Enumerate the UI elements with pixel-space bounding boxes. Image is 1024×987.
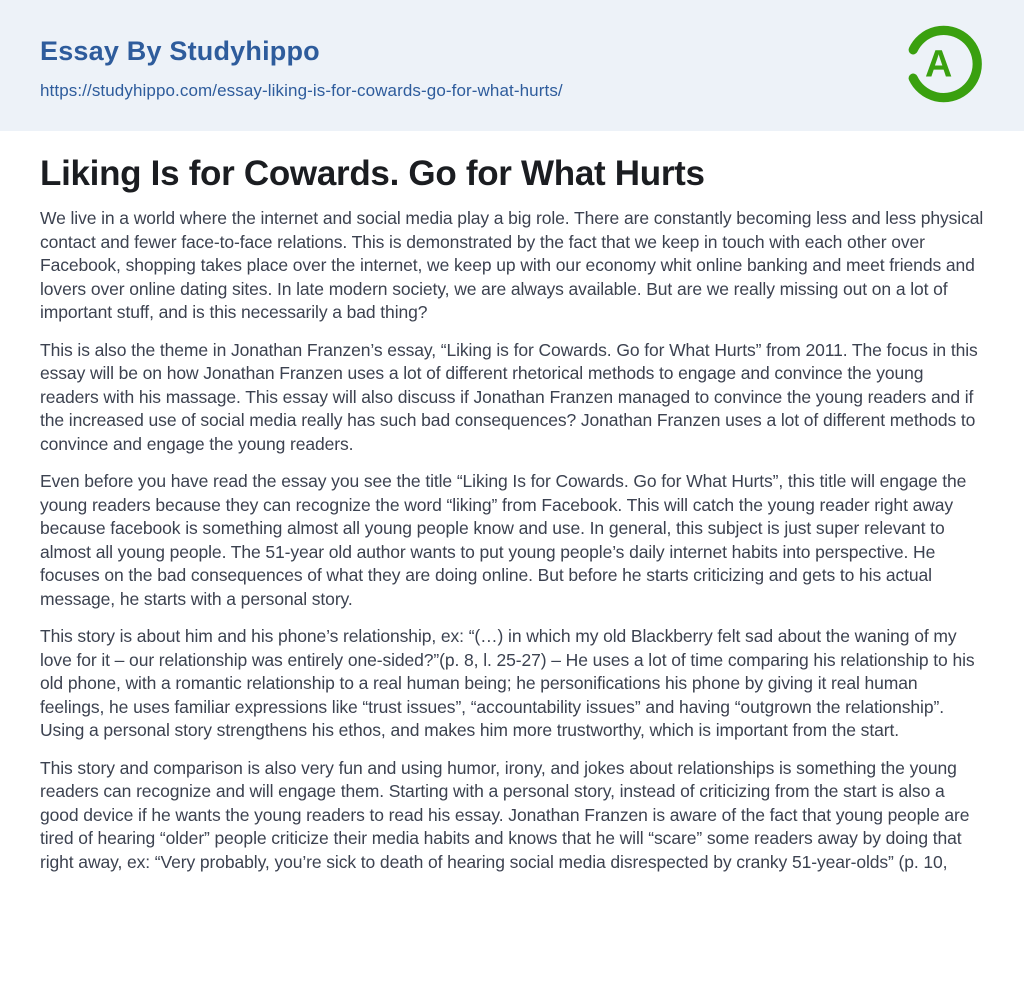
essay-paragraph-3: Even before you have read the essay you see the title “Liking Is for Cowards. Go for What Hurts”, this title will engage the young readers because they can recognize the word “liking” from Facebook. This will catch the young reader right away because facebook is something almost all young people know and use. In general, this subject is just super relevant to almost all young people. The 51-year old author wants to put young people’s daily internet habits into perspective. He focuses on the bad consequences of what they are doing online. But before he starts criticizing and gets to his actual message, he starts with a personal story. <box>40 471 967 609</box>
studyhippo-logo-icon <box>900 22 984 106</box>
site-name: Essay By Studyhippo <box>40 36 320 66</box>
header-text-block <box>40 30 563 101</box>
article-title: Liking Is for Cowards. Go for What Hurts <box>40 154 705 193</box>
essay-paragraph-5: This story and comparison is also very fun and using humor, irony, and jokes about relationships is something the young readers can recognize and will engage them. Starting with a personal story, instead of criticizing from the start is also a good device if he wants the young readers to read his essay. Jonathan Franzen is aware of the fact that young people are tired of hearing “older” people criticize their media habits and knows that he will “scare” some readers away by doing that right away, ex: “Very probably, you’re sick to death of hearing social media disrespected by cranky 51-year-olds” (p. 10, <box>40 757 970 872</box>
essay-paragraph-4: This story is about him and his phone’s relationship, ex: “(…) in which my old Blackberry felt sad about the waning of my love for it – our relationship was entirely one-sided?”(p. 8, l. 25-27) – He uses a lot of time comparing his relationship to his old phone, with a romantic relationship to a real human being; he personifications his phone by giving it real human feelings, he uses familiar expressions like “trust issues”, “accountability issues” and having “outgrown the relationship”. Using a personal story strengthens his ethos, and makes him more trustworthy, which is important from the start. <box>40 626 975 741</box>
essay-paragraph-2: This is also the theme in Jonathan Franzen’s essay, “Liking is for Cowards. Go for What Hurts” from 2011. The focus in this essay will be on how Jonathan Franzen uses a lot of different rhetorical methods to engage and convince the young readers with his massage. This essay will also discuss if Jonathan Franzen managed to convince the young readers and if the increased use of social media really has such bad consequences? Jonathan Franzen uses a lot of different methods to convince and engage the young readers. <box>40 339 978 454</box>
page-header <box>0 0 1024 131</box>
logo-letter: A <box>924 43 953 86</box>
article-content <box>0 131 1024 874</box>
article-body <box>40 207 984 874</box>
source-url-link[interactable]: https://studyhippo.com/essay-liking-is-for-cowards-go-for-what-hurts/ <box>40 81 563 100</box>
essay-paragraph-1: We live in a world where the internet and social media play a big role. There are constantly becoming less and less physical contact and fewer face-to-face relations. This is demonstrated by the fact that we keep in touch with each other over Facebook, shopping takes place over the internet, we keep up with our economy whit online banking and meet friends and lovers over online dating sites. In late modern society, we are always available. But are we really missing out on a lot of important stuff, and is this necessarily a bad thing? <box>40 208 984 323</box>
